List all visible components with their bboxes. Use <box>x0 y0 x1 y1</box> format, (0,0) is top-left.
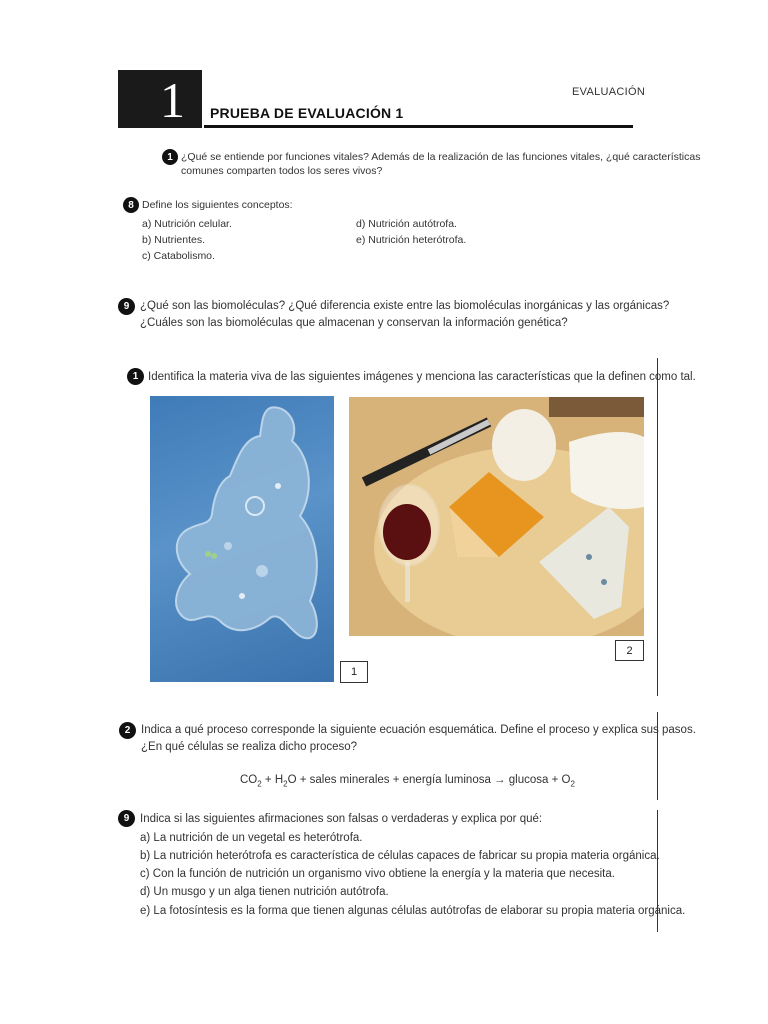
title-rule <box>204 125 633 128</box>
question-images-text: Identifica la materia viva de las siguientes imágenes y menciona las características que la definen como tal. <box>148 371 696 383</box>
question-number-badge: 2 <box>119 722 136 739</box>
page-title: PRUEBA DE EVALUACIÓN 1 <box>210 105 404 121</box>
question-1-line-1: ¿Qué se entiende por funciones vitales? Además de la realización de las funciones vitales, ¿qué características <box>181 151 701 163</box>
list-item: d) Un musgo y un alga tienen nutrición autótrofa. <box>140 886 389 898</box>
question-2-line-2: ¿En qué células se realiza dicho proceso? <box>141 741 358 753</box>
question-9b-intro: Indica si las siguientes afirmaciones son falsas o verdaderas y explica por qué: <box>140 813 543 825</box>
list-item: a) La nutrición de un vegetal es heterótrofa. <box>140 832 363 844</box>
question-number-badge: 9 <box>118 810 135 827</box>
question-number-badge: 1 <box>162 149 178 165</box>
question-2-line-1: Indica a qué proceso corresponde la siguiente ecuación esquemática. Define el proceso y explica sus pasos. <box>141 724 696 736</box>
question-9-line-2: ¿Cuáles son las biomoléculas que almacenan y conservan la información genética? <box>140 317 568 329</box>
question-1-line-2: comunes comparten todos los seres vivos? <box>181 165 383 177</box>
list-item: c) Con la función de nutrición un organismo vivo obtiene la energía y la materia que necesita. <box>140 868 615 880</box>
margin-line <box>657 358 658 696</box>
question-number-badge: 8 <box>123 197 139 213</box>
amoeba-image <box>150 396 334 682</box>
question-number-badge: 1 <box>127 368 144 385</box>
chemical-equation: $CO_2 + H_2O$ + sales minerales + energía luminosa → $glucosa + O_2$ <box>240 774 575 789</box>
list-item: c) Catabolismo. <box>142 250 215 262</box>
list-item: d) Nutrición autótrofa. <box>356 218 457 230</box>
image-label-2: 2 <box>615 640 644 661</box>
chapter-number: 1 <box>160 72 185 128</box>
list-item: e) Nutrición heterótrofa. <box>356 234 467 246</box>
question-9-line-1: ¿Qué son las biomoléculas? ¿Qué diferencia existe entre las biomoléculas inorgánicas y las orgánicas? <box>140 300 670 312</box>
question-number-badge: 9 <box>118 298 135 315</box>
list-item: b) La nutrición heterótrofa es característica de células capaces de fabricar su propia materia orgánica. <box>140 850 660 862</box>
list-item: b) Nutrientes. <box>142 234 206 246</box>
image-label-1: 1 <box>340 661 368 683</box>
question-8-intro: Define los siguientes conceptos: <box>142 199 293 211</box>
section-label: EVALUACIÓN <box>572 86 646 98</box>
cheese-and-wine-image <box>349 397 644 636</box>
list-item: a) Nutrición celular. <box>142 218 232 230</box>
list-item: e) La fotosíntesis es la forma que tienen algunas células autótrofas de elaborar su propia materia orgánica. <box>140 905 686 917</box>
